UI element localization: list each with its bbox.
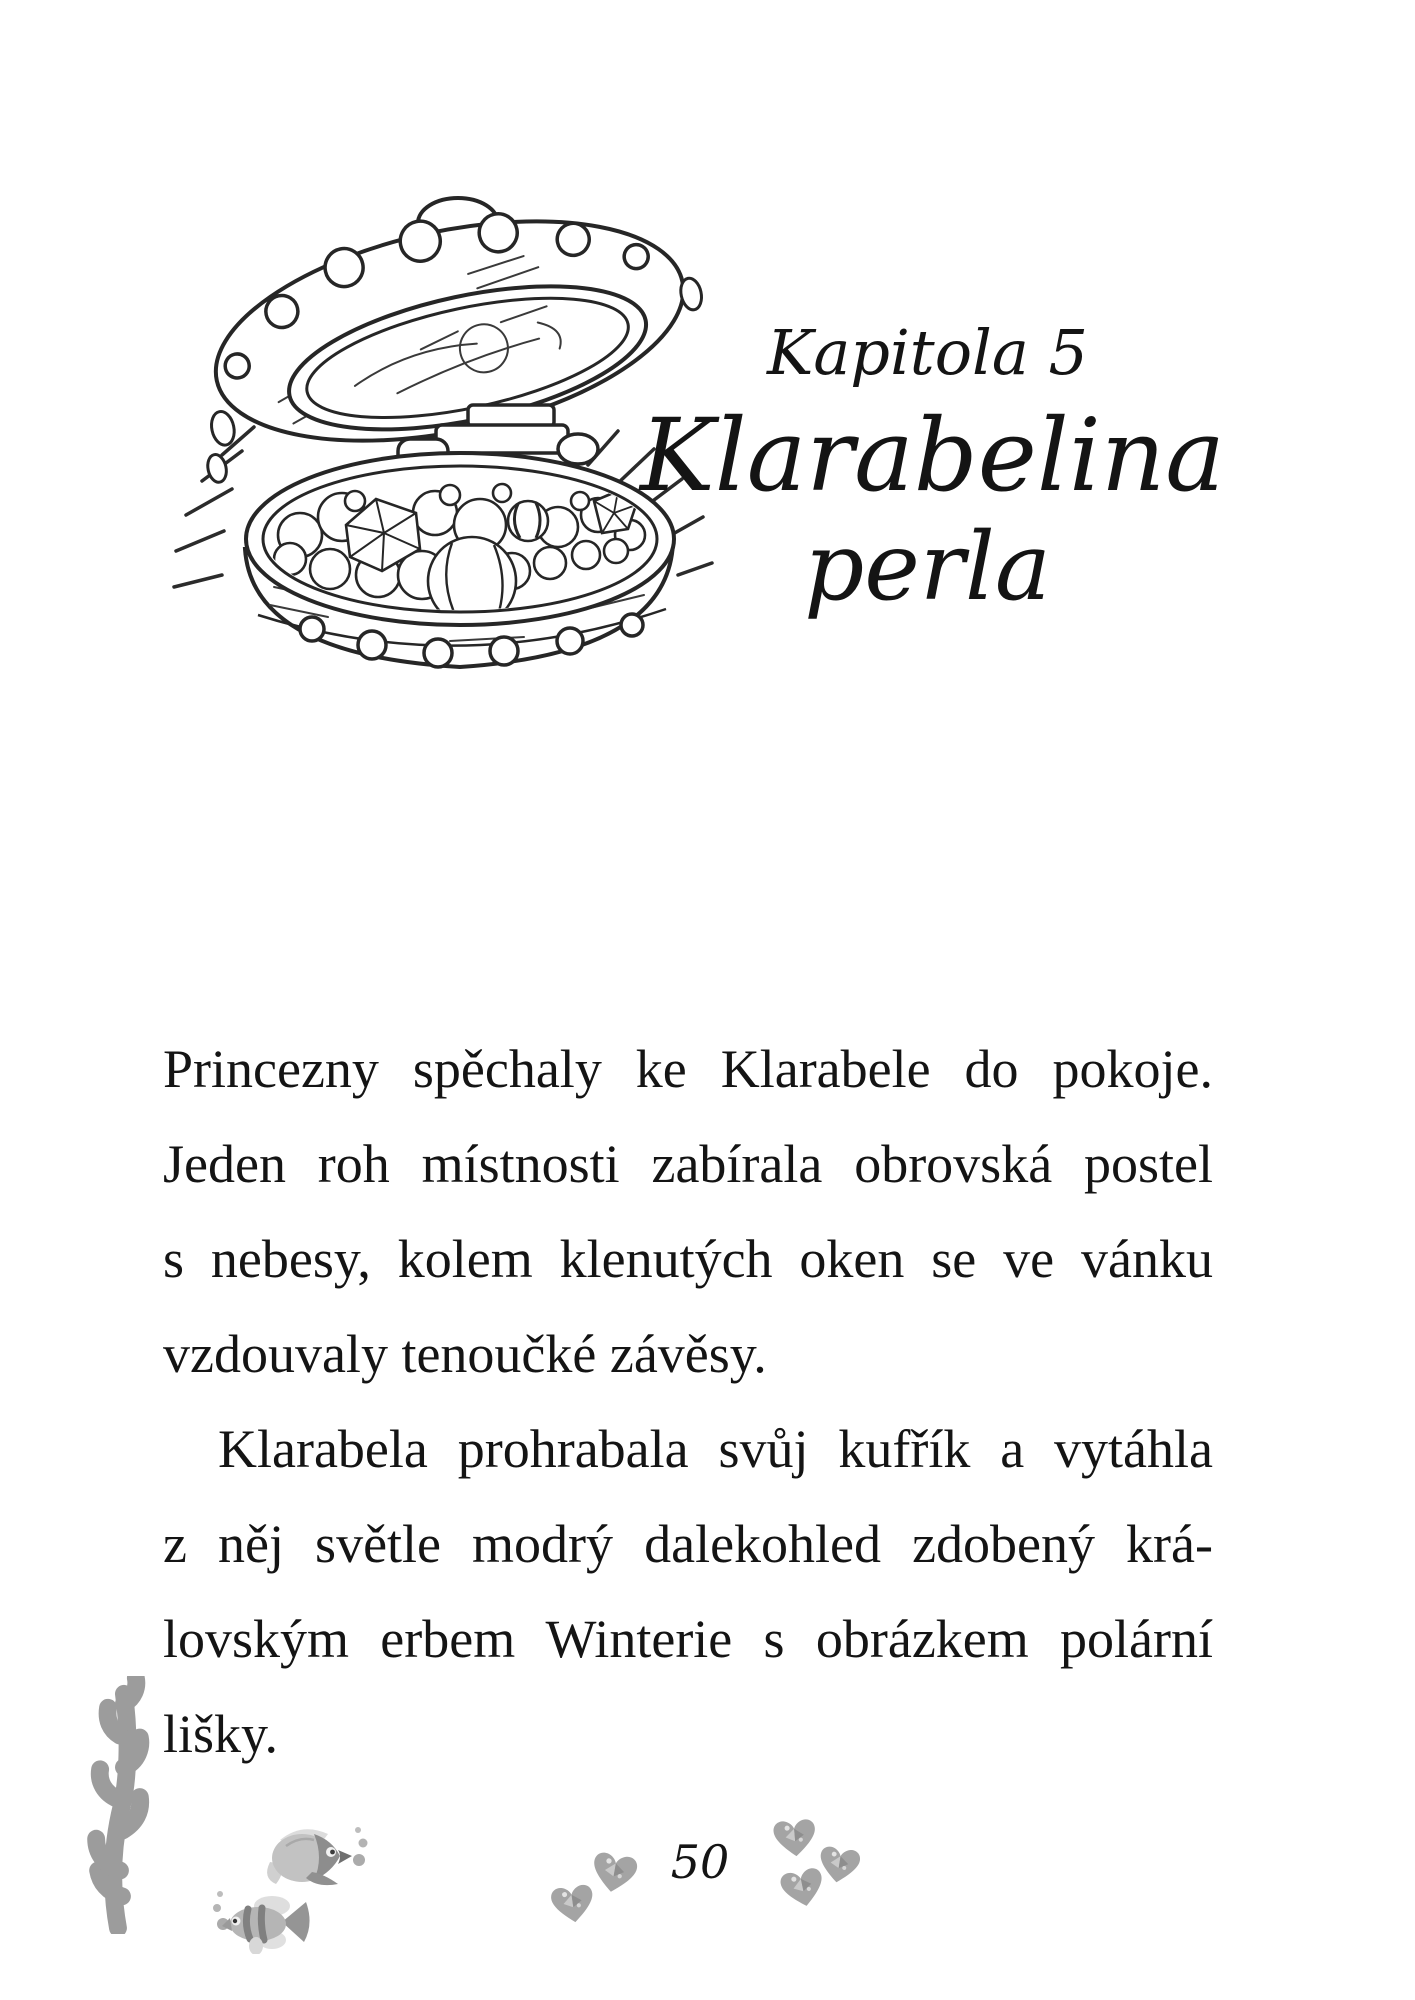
body-line: z něj světle modrý dalekohled zdobený krá-: [163, 1514, 1213, 1574]
body-line: Princezny spěchaly ke Klarabele do pokoje.: [163, 1039, 1213, 1099]
chapter-title: Klarabelina: [640, 397, 1225, 514]
body-line: s nebesy, kolem klenutých oken se ve vánku: [163, 1229, 1213, 1289]
heart-gem-icon: [587, 1848, 642, 1900]
body-line: lišky.: [163, 1704, 279, 1764]
body-line: vzdouvaly tenoučké závěsy.: [163, 1324, 767, 1384]
heart-gem-icon: [770, 1816, 819, 1862]
body-line: Klarabela prohrabala svůj kufřík a vytáhla: [218, 1419, 1213, 1479]
jewel-box-illustration: [150, 183, 715, 693]
chapter-heading: [640, 316, 1225, 622]
body-line: lovským erbem Winterie s obrázkem polární: [163, 1609, 1213, 1669]
seaweed-icon: [70, 1676, 162, 1934]
striped-fish-icon: [212, 1884, 328, 1954]
tropical-fish-icon: [256, 1822, 368, 1888]
page-number: 50: [670, 1835, 730, 1889]
chapter-kicker: Kapitola 5: [767, 316, 1088, 389]
body-text: [163, 1022, 1213, 1782]
heart-gem-icon: [776, 1864, 830, 1915]
body-line: Jeden roh místnosti zabírala obrovská postel: [163, 1134, 1213, 1194]
chapter-subtitle: perla: [804, 513, 1051, 622]
